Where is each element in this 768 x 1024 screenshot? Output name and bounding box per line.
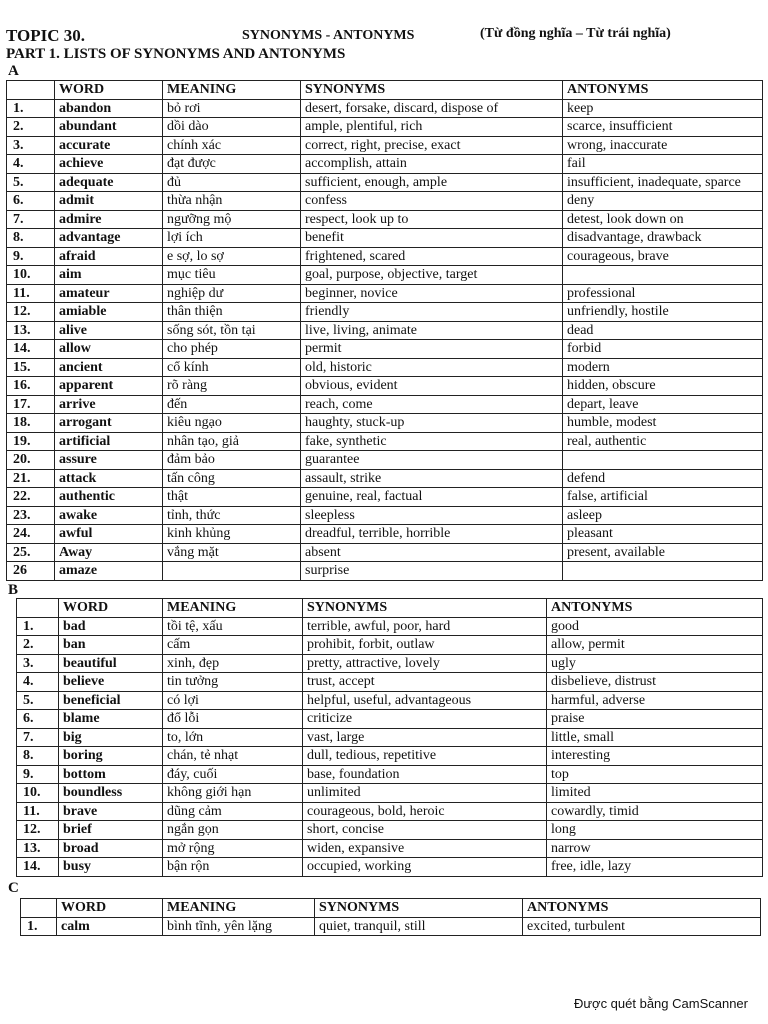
row-number: 12. [7, 303, 55, 322]
table-header-row [21, 899, 761, 918]
row-meaning: mở rộng [163, 839, 303, 858]
table-row [17, 858, 763, 877]
row-antonyms: long [547, 821, 763, 840]
row-synonyms: benefit [301, 229, 563, 248]
table-row [17, 747, 763, 766]
table-row [7, 303, 763, 322]
table-header-row [17, 599, 763, 618]
row-meaning: cho phép [163, 340, 301, 359]
row-number: 19. [7, 432, 55, 451]
row-word: authentic [55, 488, 163, 507]
table-row [17, 765, 763, 784]
table-row [17, 691, 763, 710]
table-row [7, 377, 763, 396]
row-word: beautiful [59, 654, 163, 673]
row-word: arrive [55, 395, 163, 414]
table-row [17, 784, 763, 803]
row-antonyms: unfriendly, hostile [563, 303, 763, 322]
row-synonyms: accomplish, attain [301, 155, 563, 174]
row-antonyms: excited, turbulent [523, 917, 761, 936]
row-meaning: cấm [163, 636, 303, 655]
row-meaning: đến [163, 395, 301, 414]
row-synonyms: pretty, attractive, lovely [303, 654, 547, 673]
row-number: 26 [7, 562, 55, 581]
row-number: 4. [7, 155, 55, 174]
table-row [7, 284, 763, 303]
row-synonyms: live, living, animate [301, 321, 563, 340]
row-meaning: chính xác [163, 136, 301, 155]
row-word: believe [59, 673, 163, 692]
table-row [7, 562, 763, 581]
row-word: Away [55, 543, 163, 562]
row-meaning: nghiệp dư [163, 284, 301, 303]
row-number: 3. [7, 136, 55, 155]
table-row [7, 155, 763, 174]
row-word: attack [55, 469, 163, 488]
part-heading: PART 1. LISTS OF SYNONYMS AND ANTONYMS [6, 46, 346, 62]
row-meaning: không giới hạn [163, 784, 303, 803]
row-number: 7. [7, 210, 55, 229]
table-row [17, 710, 763, 729]
row-synonyms: criticize [303, 710, 547, 729]
row-word: amateur [55, 284, 163, 303]
row-number: 22. [7, 488, 55, 507]
row-synonyms: unlimited [303, 784, 547, 803]
header-meaning: MEANING [163, 899, 315, 918]
row-meaning: nhân tạo, giả [163, 432, 301, 451]
row-word: brief [59, 821, 163, 840]
row-word: accurate [55, 136, 163, 155]
row-word: admire [55, 210, 163, 229]
row-meaning: chán, tẻ nhạt [163, 747, 303, 766]
page-header [6, 26, 756, 48]
row-word: amiable [55, 303, 163, 322]
table-row [7, 118, 763, 137]
vocab-table-b [16, 598, 763, 877]
row-antonyms [563, 266, 763, 285]
row-synonyms: beginner, novice [301, 284, 563, 303]
row-synonyms: dull, tedious, repetitive [303, 747, 547, 766]
row-antonyms: hidden, obscure [563, 377, 763, 396]
row-antonyms: professional [563, 284, 763, 303]
row-number: 21. [7, 469, 55, 488]
row-synonyms: short, concise [303, 821, 547, 840]
row-antonyms: insufficient, inadequate, sparce [563, 173, 763, 192]
topic-title: SYNONYMS - ANTONYMS [242, 28, 415, 43]
table-header-row [7, 81, 763, 100]
row-number: 15. [7, 358, 55, 377]
row-synonyms: frightened, scared [301, 247, 563, 266]
row-meaning: vắng mặt [163, 543, 301, 562]
row-meaning: cổ kính [163, 358, 301, 377]
table-row [7, 395, 763, 414]
header-word: WORD [57, 899, 163, 918]
row-meaning: kinh khủng [163, 525, 301, 544]
row-antonyms: scarce, insufficient [563, 118, 763, 137]
row-number: 6. [7, 192, 55, 211]
header-word: WORD [59, 599, 163, 618]
row-synonyms: dreadful, terrible, horrible [301, 525, 563, 544]
row-antonyms: limited [547, 784, 763, 803]
row-synonyms: friendly [301, 303, 563, 322]
table-row [17, 839, 763, 858]
table-row [7, 229, 763, 248]
row-antonyms: detest, look down on [563, 210, 763, 229]
row-meaning: lợi ích [163, 229, 301, 248]
table-row [17, 802, 763, 821]
row-word: beneficial [59, 691, 163, 710]
row-number: 2. [17, 636, 59, 655]
row-antonyms: courageous, brave [563, 247, 763, 266]
row-number: 11. [7, 284, 55, 303]
row-word: boundless [59, 784, 163, 803]
row-meaning: xinh, đẹp [163, 654, 303, 673]
row-antonyms: present, available [563, 543, 763, 562]
row-synonyms: assault, strike [301, 469, 563, 488]
row-number: 6. [17, 710, 59, 729]
row-word: arrogant [55, 414, 163, 433]
row-synonyms: permit [301, 340, 563, 359]
row-synonyms: prohibit, forbit, outlaw [303, 636, 547, 655]
row-synonyms: haughty, stuck-up [301, 414, 563, 433]
header-synonyms: SYNONYMS [315, 899, 523, 918]
row-antonyms: forbid [563, 340, 763, 359]
row-word: big [59, 728, 163, 747]
row-antonyms: defend [563, 469, 763, 488]
row-word: admit [55, 192, 163, 211]
table-row [7, 451, 763, 470]
table-row [7, 210, 763, 229]
table-row [17, 728, 763, 747]
table-row [7, 358, 763, 377]
row-number: 25. [7, 543, 55, 562]
table-row [7, 266, 763, 285]
header-meaning: MEANING [163, 599, 303, 618]
row-word: aim [55, 266, 163, 285]
row-antonyms: narrow [547, 839, 763, 858]
row-number: 20. [7, 451, 55, 470]
row-word: calm [57, 917, 163, 936]
row-meaning: đổ lỗi [163, 710, 303, 729]
row-meaning: kiêu ngạo [163, 414, 301, 433]
row-word: broad [59, 839, 163, 858]
row-synonyms: goal, purpose, objective, target [301, 266, 563, 285]
vocab-table-a [6, 80, 763, 581]
header-antonyms: ANTONYMS [547, 599, 763, 618]
row-number: 8. [7, 229, 55, 248]
row-number: 23. [7, 506, 55, 525]
row-number: 24. [7, 525, 55, 544]
table-row [7, 247, 763, 266]
row-meaning: bình tĩnh, yên lặng [163, 917, 315, 936]
row-antonyms: dead [563, 321, 763, 340]
row-word: blame [59, 710, 163, 729]
row-meaning: rõ ràng [163, 377, 301, 396]
row-antonyms: depart, leave [563, 395, 763, 414]
row-antonyms: disbelieve, distrust [547, 673, 763, 692]
row-meaning: to, lớn [163, 728, 303, 747]
table-row [7, 432, 763, 451]
row-meaning [163, 562, 301, 581]
row-word: afraid [55, 247, 163, 266]
header-word: WORD [55, 81, 163, 100]
row-synonyms: surprise [301, 562, 563, 581]
row-number: 11. [17, 802, 59, 821]
row-antonyms: allow, permit [547, 636, 763, 655]
row-word: bottom [59, 765, 163, 784]
row-antonyms: deny [563, 192, 763, 211]
row-synonyms: helpful, useful, advantageous [303, 691, 547, 710]
row-meaning: e sợ, lo sợ [163, 247, 301, 266]
row-number: 5. [7, 173, 55, 192]
row-antonyms: keep [563, 99, 763, 118]
row-antonyms: good [547, 617, 763, 636]
row-synonyms: ample, plentiful, rich [301, 118, 563, 137]
row-number: 13. [17, 839, 59, 858]
row-meaning: bỏ rơi [163, 99, 301, 118]
row-synonyms: confess [301, 192, 563, 211]
row-antonyms: ugly [547, 654, 763, 673]
row-antonyms: free, idle, lazy [547, 858, 763, 877]
section-letter-a: A [8, 63, 19, 79]
row-synonyms: base, foundation [303, 765, 547, 784]
row-antonyms: false, artificial [563, 488, 763, 507]
topic-subtitle: (Từ đồng nghĩa – Từ trái nghĩa) [480, 26, 671, 41]
row-meaning: sống sót, tồn tại [163, 321, 301, 340]
row-number: 13. [7, 321, 55, 340]
row-antonyms: pleasant [563, 525, 763, 544]
row-meaning: tin tưởng [163, 673, 303, 692]
row-synonyms: desert, forsake, discard, dispose of [301, 99, 563, 118]
row-word: assure [55, 451, 163, 470]
vocab-table-c [20, 898, 761, 936]
row-antonyms: modern [563, 358, 763, 377]
row-synonyms: fake, synthetic [301, 432, 563, 451]
row-synonyms: widen, expansive [303, 839, 547, 858]
row-meaning: thân thiện [163, 303, 301, 322]
table-row [7, 525, 763, 544]
row-meaning: đáy, cuối [163, 765, 303, 784]
row-number: 1. [21, 917, 57, 936]
row-synonyms: obvious, evident [301, 377, 563, 396]
row-antonyms: little, small [547, 728, 763, 747]
row-number: 14. [7, 340, 55, 359]
row-number: 1. [17, 617, 59, 636]
row-word: bad [59, 617, 163, 636]
table-row [7, 543, 763, 562]
row-synonyms: trust, accept [303, 673, 547, 692]
table-row [7, 469, 763, 488]
row-antonyms: fail [563, 155, 763, 174]
row-word: brave [59, 802, 163, 821]
row-meaning: bận rộn [163, 858, 303, 877]
row-meaning: đảm bảo [163, 451, 301, 470]
header-antonyms: ANTONYMS [523, 899, 761, 918]
row-word: awful [55, 525, 163, 544]
table-row [7, 321, 763, 340]
row-number: 9. [17, 765, 59, 784]
row-number: 2. [7, 118, 55, 137]
row-number: 12. [17, 821, 59, 840]
row-number: 3. [17, 654, 59, 673]
section-letter-b: B [8, 582, 19, 598]
row-synonyms: sleepless [301, 506, 563, 525]
table-row [17, 673, 763, 692]
row-meaning: ngắn gọn [163, 821, 303, 840]
row-word: boring [59, 747, 163, 766]
row-antonyms: disadvantage, drawback [563, 229, 763, 248]
header-antonyms: ANTONYMS [563, 81, 763, 100]
table-row [17, 821, 763, 840]
table-row [7, 173, 763, 192]
table-row [21, 917, 761, 936]
row-meaning: tồi tệ, xấu [163, 617, 303, 636]
table-row [7, 488, 763, 507]
row-synonyms: old, historic [301, 358, 563, 377]
row-synonyms: occupied, working [303, 858, 547, 877]
row-synonyms: sufficient, enough, ample [301, 173, 563, 192]
row-antonyms: cowardly, timid [547, 802, 763, 821]
row-word: abandon [55, 99, 163, 118]
row-meaning: đạt được [163, 155, 301, 174]
row-antonyms [563, 562, 763, 581]
row-synonyms: correct, right, precise, exact [301, 136, 563, 155]
header-num-cell [17, 599, 59, 618]
table-row [7, 99, 763, 118]
row-number: 16. [7, 377, 55, 396]
row-word: amaze [55, 562, 163, 581]
row-number: 8. [17, 747, 59, 766]
row-number: 9. [7, 247, 55, 266]
row-synonyms: genuine, real, factual [301, 488, 563, 507]
row-antonyms: humble, modest [563, 414, 763, 433]
row-antonyms: harmful, adverse [547, 691, 763, 710]
row-word: ancient [55, 358, 163, 377]
row-synonyms: guarantee [301, 451, 563, 470]
row-meaning: tỉnh, thức [163, 506, 301, 525]
row-number: 5. [17, 691, 59, 710]
header-synonyms: SYNONYMS [303, 599, 547, 618]
row-word: apparent [55, 377, 163, 396]
row-word: ban [59, 636, 163, 655]
row-number: 10. [7, 266, 55, 285]
row-synonyms: terrible, awful, poor, hard [303, 617, 547, 636]
row-synonyms: absent [301, 543, 563, 562]
row-number: 14. [17, 858, 59, 877]
row-word: abundant [55, 118, 163, 137]
row-meaning: ngưỡng mộ [163, 210, 301, 229]
row-antonyms: interesting [547, 747, 763, 766]
table-row [7, 506, 763, 525]
row-antonyms [563, 451, 763, 470]
header-num-cell [21, 899, 57, 918]
row-meaning: thừa nhận [163, 192, 301, 211]
row-synonyms: courageous, bold, heroic [303, 802, 547, 821]
row-meaning: tấn công [163, 469, 301, 488]
row-number: 10. [17, 784, 59, 803]
row-word: busy [59, 858, 163, 877]
row-word: allow [55, 340, 163, 359]
row-synonyms: respect, look up to [301, 210, 563, 229]
table-row [7, 136, 763, 155]
scanner-watermark: Được quét bằng CamScanner [573, 996, 748, 1011]
row-meaning: dũng cảm [163, 802, 303, 821]
row-synonyms: quiet, tranquil, still [315, 917, 523, 936]
row-word: advantage [55, 229, 163, 248]
row-number: 4. [17, 673, 59, 692]
row-word: artificial [55, 432, 163, 451]
row-number: 17. [7, 395, 55, 414]
row-antonyms: wrong, inaccurate [563, 136, 763, 155]
row-antonyms: top [547, 765, 763, 784]
section-letter-c: C [8, 880, 19, 896]
row-word: alive [55, 321, 163, 340]
row-meaning: có lợi [163, 691, 303, 710]
row-number: 7. [17, 728, 59, 747]
table-row [17, 636, 763, 655]
row-number: 18. [7, 414, 55, 433]
table-row [17, 654, 763, 673]
row-number: 1. [7, 99, 55, 118]
row-meaning: thật [163, 488, 301, 507]
table-row [7, 414, 763, 433]
header-meaning: MEANING [163, 81, 301, 100]
row-synonyms: reach, come [301, 395, 563, 414]
table-row [7, 340, 763, 359]
table-row [17, 617, 763, 636]
row-meaning: đủ [163, 173, 301, 192]
row-meaning: mục tiêu [163, 266, 301, 285]
row-antonyms: asleep [563, 506, 763, 525]
table-row [7, 192, 763, 211]
row-word: awake [55, 506, 163, 525]
header-synonyms: SYNONYMS [301, 81, 563, 100]
header-num-cell [7, 81, 55, 100]
row-synonyms: vast, large [303, 728, 547, 747]
row-word: achieve [55, 155, 163, 174]
row-antonyms: real, authentic [563, 432, 763, 451]
row-meaning: dồi dào [163, 118, 301, 137]
topic-number: TOPIC 30. [6, 26, 86, 45]
row-word: adequate [55, 173, 163, 192]
row-antonyms: praise [547, 710, 763, 729]
